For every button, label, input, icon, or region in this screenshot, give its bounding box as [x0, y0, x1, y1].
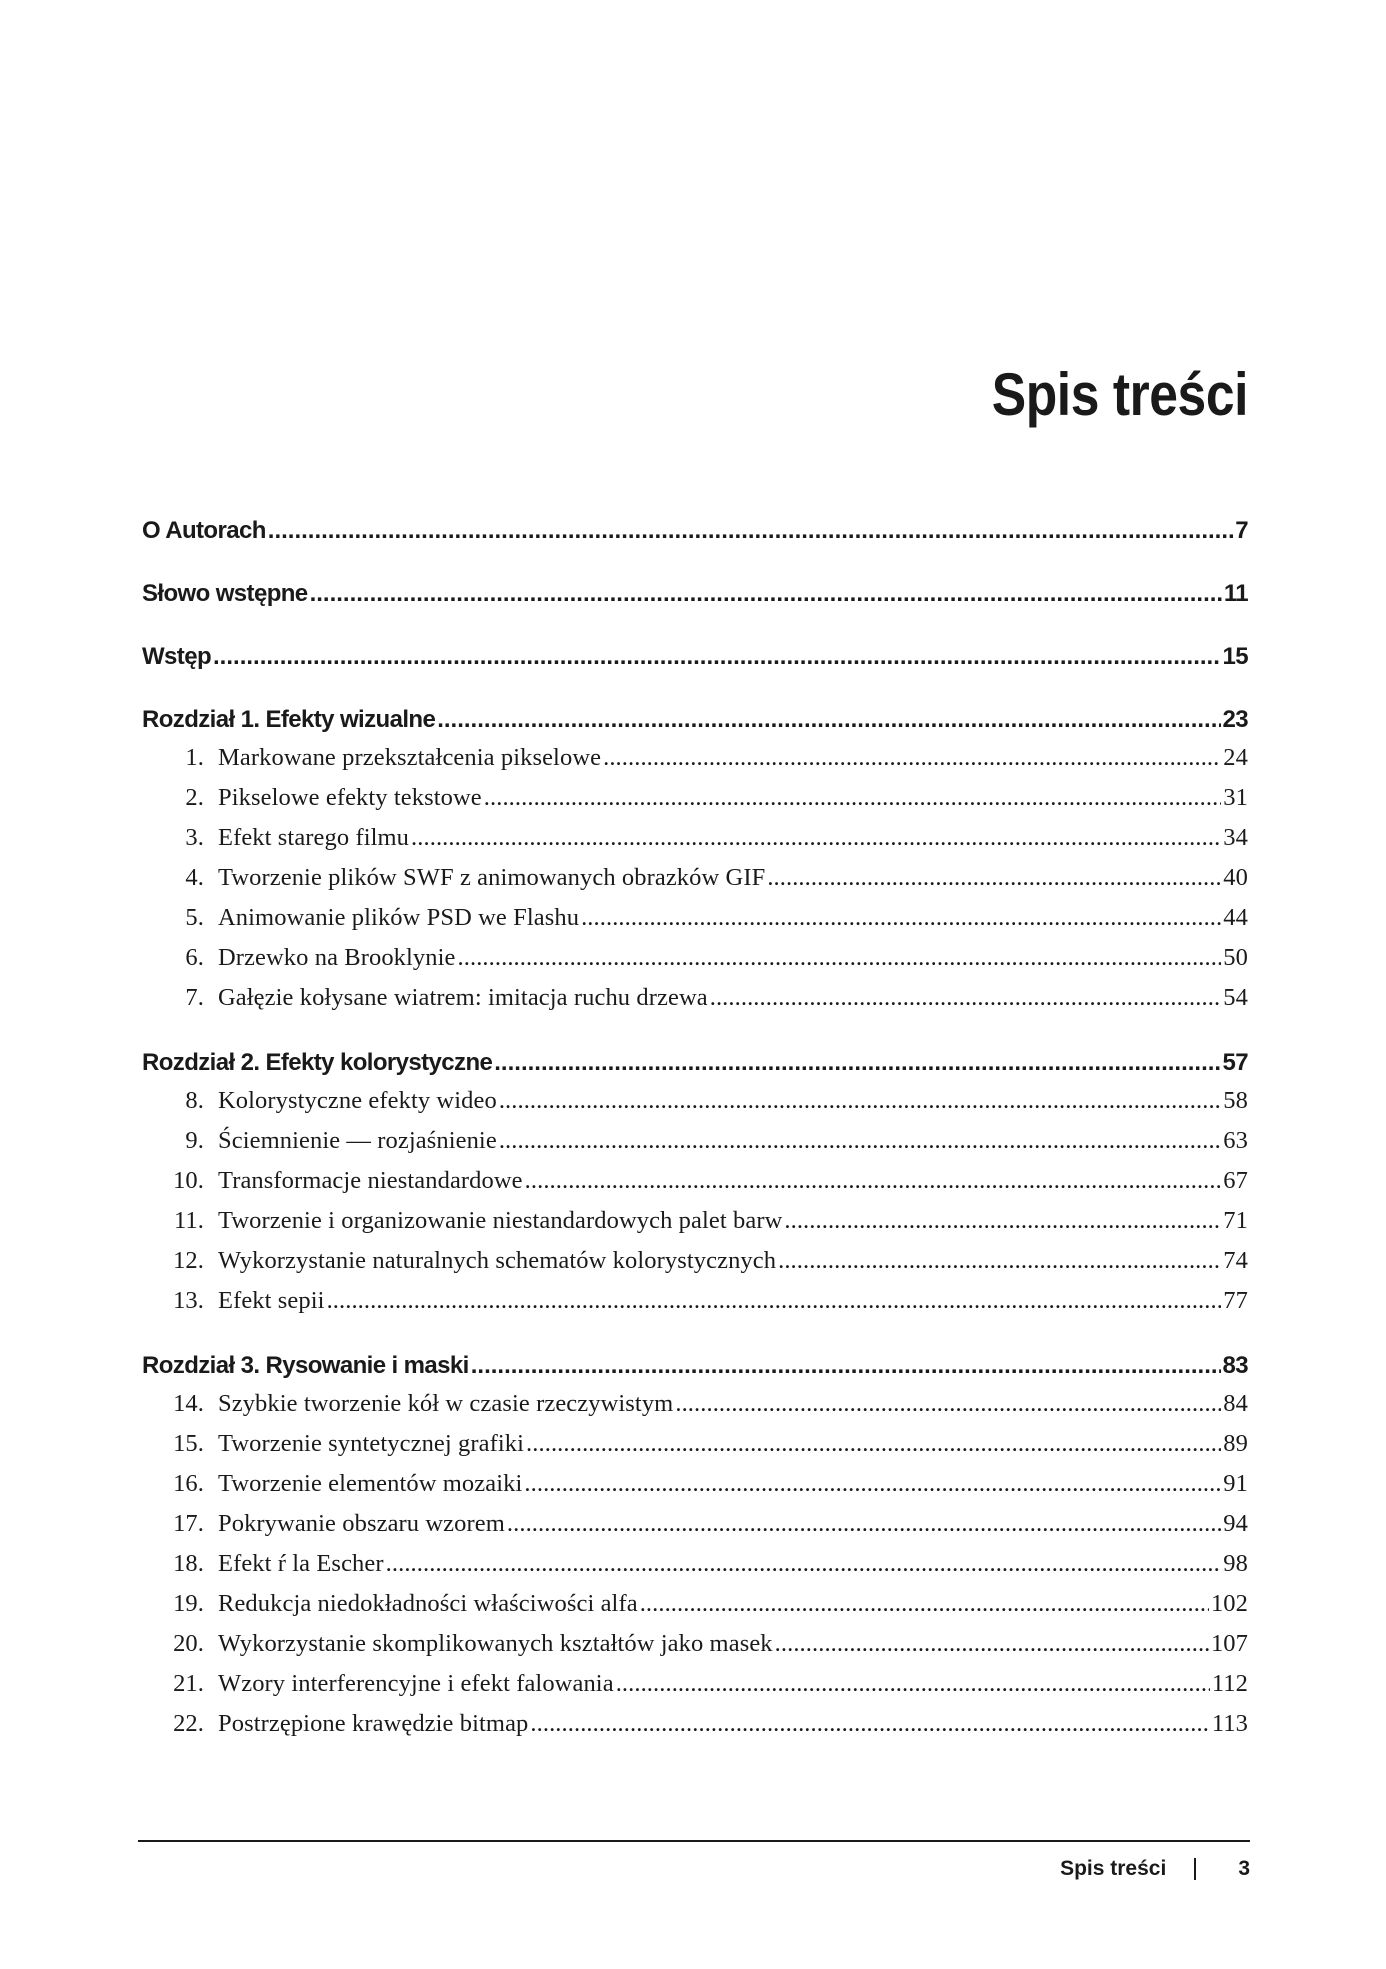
- toc-entry-row: [142, 1287, 1248, 1327]
- toc-entry-number: 8.: [185, 1087, 204, 1114]
- toc-title: Wzory interferencyjne i efekt falowania: [218, 1670, 614, 1697]
- toc-leader-dots: [675, 1390, 1221, 1418]
- toc-title: Ściemnienie — rozjaśnienie: [218, 1127, 497, 1154]
- toc-entry-row: [142, 1510, 1248, 1550]
- toc-title: Tworzenie elementów mozaiki: [218, 1470, 523, 1497]
- toc-chapter-row: [142, 517, 1248, 555]
- toc-entry-number: 6.: [185, 944, 204, 971]
- toc-entry-number: 16.: [173, 1470, 204, 1497]
- toc-entry-row: [142, 1470, 1248, 1510]
- toc-entry-row: [142, 944, 1248, 984]
- toc-chapter-row: [142, 706, 1248, 744]
- toc-entry-number: 13.: [173, 1287, 204, 1314]
- toc-title: Efekt starego filmu: [218, 824, 410, 851]
- toc-title: Rozdział 1. Efekty wizualne: [142, 706, 436, 733]
- toc-title: Wykorzystanie naturalnych schematów kolorystycznych: [218, 1247, 777, 1274]
- toc-page-number: 112: [1211, 1670, 1248, 1697]
- toc-title: Markowane przekształcenia pikselowe: [218, 744, 602, 771]
- toc-entry-row: [142, 1590, 1248, 1630]
- toc-title: Rozdział 2. Efekty kolorystyczne: [142, 1049, 493, 1076]
- toc-entry-number: 1.: [185, 744, 204, 771]
- toc-page-number: 102: [1210, 1590, 1248, 1617]
- toc-title: Postrzępione krawędzie bitmap: [218, 1710, 529, 1737]
- toc-page-number: 83: [1222, 1352, 1248, 1379]
- toc-leader-dots: [268, 517, 1233, 545]
- toc-entry-number: 3.: [185, 824, 204, 851]
- toc-leader-dots: [458, 944, 1222, 972]
- toc-leader-dots: [213, 643, 1220, 671]
- toc-entry-number: 18.: [173, 1550, 204, 1577]
- toc-entry-number: 15.: [173, 1430, 204, 1457]
- toc-page-number: 34: [1223, 824, 1248, 851]
- toc-title: Animowanie plików PSD we Flashu: [218, 904, 580, 931]
- toc-title: Transformacje niestandardowe: [218, 1167, 523, 1194]
- page-footer: [1060, 1857, 1250, 1881]
- toc-entry-number: 21.: [173, 1670, 204, 1697]
- toc-page-number: 94: [1223, 1510, 1248, 1537]
- toc-page-number: 24: [1223, 744, 1248, 771]
- toc-entry-number: 2.: [185, 784, 204, 811]
- toc-page-number: 74: [1223, 1247, 1248, 1274]
- toc-chapter-row: [142, 1049, 1248, 1087]
- toc-entry-number: 12.: [173, 1247, 204, 1274]
- toc-title: Słowo wstępne: [142, 580, 308, 607]
- toc-leader-dots: [603, 744, 1221, 772]
- toc-page-number: 67: [1223, 1167, 1248, 1194]
- toc-entry-number: 4.: [185, 864, 204, 891]
- toc-page-number: 11: [1223, 580, 1248, 607]
- toc-leader-dots: [640, 1590, 1209, 1618]
- toc-leader-dots: [616, 1670, 1210, 1698]
- toc-entry-row: [142, 1127, 1248, 1167]
- toc-title: Rozdział 3. Rysowanie i maski: [142, 1352, 469, 1379]
- toc-leader-dots: [778, 1247, 1221, 1275]
- toc-title: Efekt ŕ la Escher: [218, 1550, 384, 1577]
- toc-page-number: 71: [1223, 1207, 1248, 1234]
- toc-entry-row: [142, 1390, 1248, 1430]
- table-of-contents: [142, 517, 1248, 1750]
- toc-page-number: 58: [1223, 1087, 1248, 1114]
- toc-page-number: 113: [1211, 1710, 1248, 1737]
- toc-leader-dots: [526, 1430, 1221, 1458]
- toc-title: Redukcja niedokładności właściwości alfa: [218, 1590, 638, 1617]
- toc-leader-dots: [386, 1550, 1222, 1578]
- toc-page-number: 44: [1223, 904, 1248, 931]
- toc-title: Wstęp: [142, 643, 212, 670]
- toc-title: O Autorach: [142, 517, 266, 544]
- toc-title: Tworzenie plików SWF z animowanych obrazków GIF: [218, 864, 766, 891]
- toc-title: Tworzenie syntetycznej grafiki: [218, 1430, 525, 1457]
- toc-title: Szybkie tworzenie kół w czasie rzeczywistym: [218, 1390, 674, 1417]
- toc-entry-number: 11.: [173, 1207, 204, 1234]
- toc-page-number: 89: [1223, 1430, 1248, 1457]
- toc-chapter-row: [142, 1352, 1248, 1390]
- toc-leader-dots: [775, 1630, 1209, 1658]
- toc-page-number: 15: [1222, 643, 1248, 670]
- toc-leader-dots: [499, 1127, 1221, 1155]
- toc-entry-row: [142, 904, 1248, 944]
- toc-entry-row: [142, 784, 1248, 824]
- toc-title: Gałęzie kołysane wiatrem: imitacja ruchu drzewa: [218, 984, 708, 1011]
- toc-entry-row: [142, 1247, 1248, 1287]
- toc-page-number: 77: [1223, 1287, 1248, 1314]
- toc-page-number: 31: [1223, 784, 1248, 811]
- toc-leader-dots: [581, 904, 1221, 932]
- toc-entry-row: [142, 1550, 1248, 1590]
- toc-entry-row: [142, 744, 1248, 784]
- toc-leader-dots: [484, 784, 1222, 812]
- toc-entry-number: 5.: [185, 904, 204, 931]
- toc-entry-row: [142, 1710, 1248, 1750]
- toc-entry-row: [142, 864, 1248, 904]
- toc-leader-dots: [471, 1352, 1221, 1380]
- footer-label: Spis treści: [1060, 1857, 1167, 1880]
- toc-title: Pokrywanie obszaru wzorem: [218, 1510, 505, 1537]
- toc-leader-dots: [437, 706, 1220, 734]
- toc-entry-row: [142, 1670, 1248, 1710]
- toc-chapter-row: [142, 580, 1248, 618]
- toc-entry-number: 20.: [173, 1630, 204, 1657]
- toc-leader-dots: [530, 1710, 1209, 1738]
- toc-leader-dots: [499, 1087, 1221, 1115]
- toc-title: Pikselowe efekty tekstowe: [218, 784, 482, 811]
- toc-leader-dots: [524, 1470, 1221, 1498]
- footer-separator: [1194, 1858, 1196, 1880]
- toc-page-number: 23: [1222, 706, 1248, 733]
- toc-page-number: 54: [1223, 984, 1248, 1011]
- toc-page-number: 40: [1223, 864, 1248, 891]
- toc-title: Drzewko na Brooklynie: [218, 944, 456, 971]
- toc-entry-number: 22.: [173, 1710, 204, 1737]
- toc-page-number: 57: [1222, 1049, 1248, 1076]
- toc-page-number: 91: [1223, 1470, 1248, 1497]
- toc-entry-number: 7.: [185, 984, 204, 1011]
- toc-entry-row: [142, 1167, 1248, 1207]
- toc-title: Efekt sepii: [218, 1287, 325, 1314]
- toc-entry-row: [142, 1630, 1248, 1670]
- toc-entry-row: [142, 1087, 1248, 1127]
- toc-chapter-row: [142, 643, 1248, 681]
- toc-entry-row: [142, 824, 1248, 864]
- toc-leader-dots: [710, 984, 1222, 1012]
- toc-page-number: 7: [1235, 517, 1248, 544]
- toc-leader-dots: [327, 1287, 1222, 1315]
- toc-entry-number: 14.: [173, 1390, 204, 1417]
- toc-leader-dots: [411, 824, 1221, 852]
- footer-rule: [138, 1840, 1250, 1842]
- toc-leader-dots: [507, 1510, 1221, 1538]
- toc-leader-dots: [310, 580, 1222, 608]
- toc-page-number: 63: [1223, 1127, 1248, 1154]
- toc-entry-row: [142, 1430, 1248, 1470]
- toc-entry-number: 17.: [173, 1510, 204, 1537]
- toc-entry-row: [142, 1207, 1248, 1247]
- toc-title: Kolorystyczne efekty wideo: [218, 1087, 497, 1114]
- toc-title: Tworzenie i organizowanie niestandardowych palet barw: [218, 1207, 783, 1234]
- toc-leader-dots: [784, 1207, 1221, 1235]
- footer-page-number: 3: [1238, 1857, 1250, 1880]
- toc-page-number: 98: [1223, 1550, 1248, 1577]
- page-title: Spis treści: [991, 361, 1248, 428]
- toc-entry-number: 19.: [173, 1590, 204, 1617]
- toc-leader-dots: [494, 1049, 1220, 1077]
- toc-page-number: 107: [1210, 1630, 1248, 1657]
- toc-title: Wykorzystanie skomplikowanych kształtów jako masek: [218, 1630, 773, 1657]
- toc-entry-row: [142, 984, 1248, 1024]
- toc-page-number: 84: [1223, 1390, 1248, 1417]
- toc-leader-dots: [767, 864, 1221, 892]
- toc-page-number: 50: [1223, 944, 1248, 971]
- toc-entry-number: 10.: [173, 1167, 204, 1194]
- toc-leader-dots: [525, 1167, 1222, 1195]
- toc-entry-number: 9.: [185, 1127, 204, 1154]
